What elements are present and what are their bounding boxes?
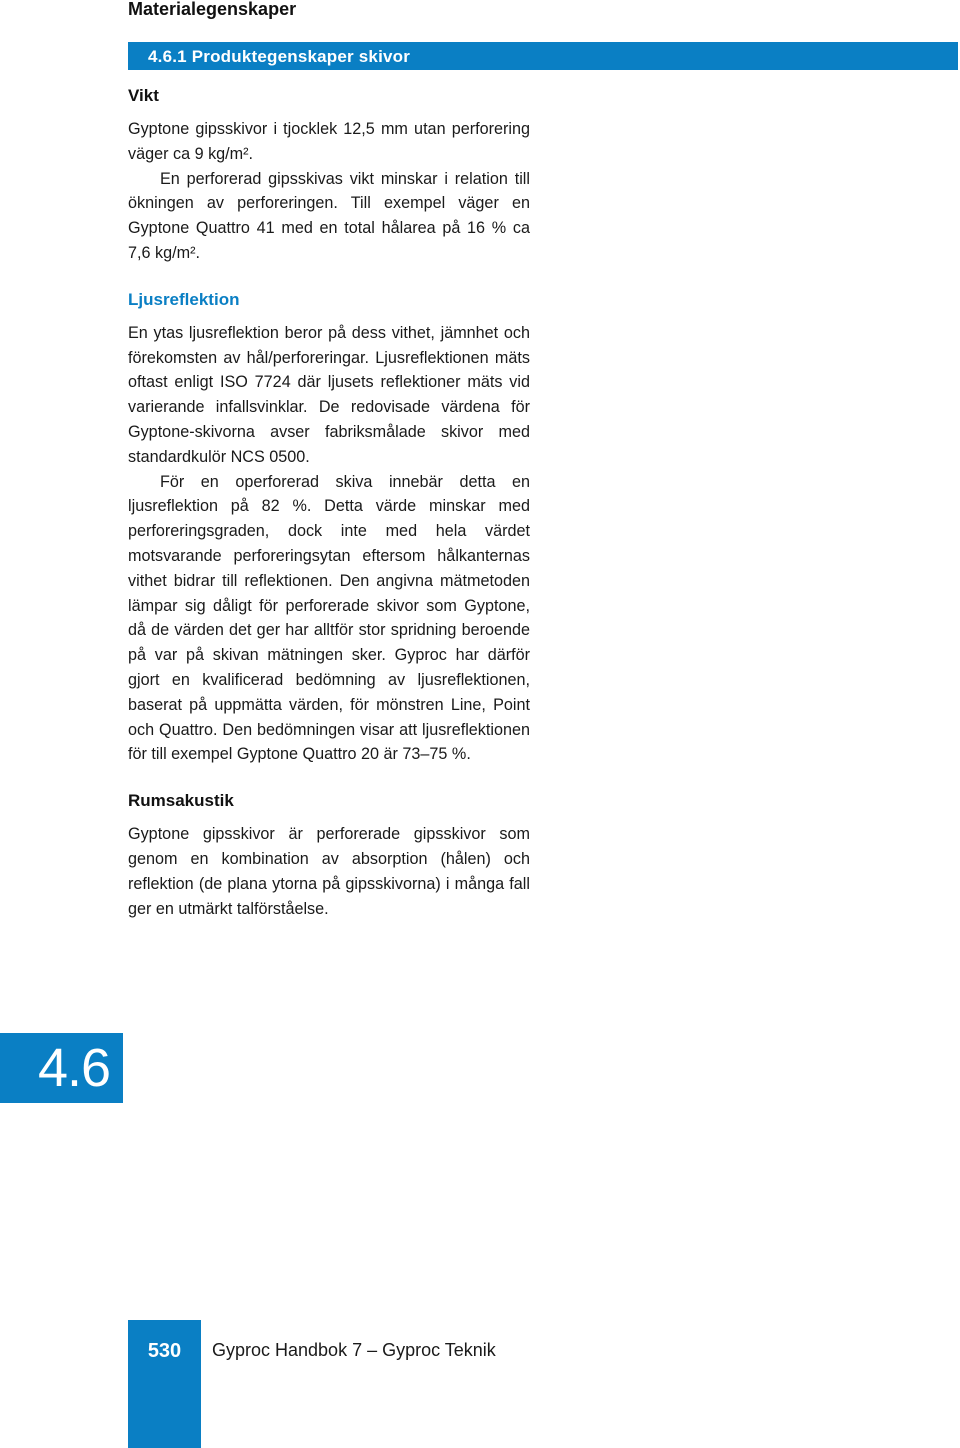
footer-book-title: Gyproc Handbok 7 – Gyproc Teknik (212, 1340, 496, 1360)
page-number-box (128, 1320, 201, 1448)
chapter-side-tab (0, 1033, 123, 1103)
rumsakustik-paragraph-1: Gyptone gipsskivor är perforerade gipsskivor som genom en kombination av absorption (hålen) och reflektion (de plana ytorna på gipsskivorna) i många fall ger en utmärkt talförståelse. (128, 825, 530, 918)
heading-ljusreflektion: Ljusreflektion (128, 289, 240, 309)
ljusreflektion-paragraph-1: En ytas ljusreflektion beror på dess vithet, jämnhet och förekomsten av hål/perforeringar. Ljusreflektionen mäts oftast enligt ISO 7724 där ljusets reflektioner mäts vid varierande infallsvinklar. De redovisade värdena för Gyptone-skivorna avser fabriksmålade skivor med standardkulör NCS 0500. (128, 323, 530, 466)
main-content (128, 84, 530, 921)
vikt-paragraph-1: Gyptone gipsskivor i tjocklek 12,5 mm utan perforering väger ca 9 kg/m². (128, 120, 530, 163)
vikt-paragraph-2: En perforerad gipsskivas vikt minskar i relation till ökningen av perforeringen. Till exempel väger en Gyptone Quattro 41 med en total hålarea på 16 % ca 7,6 kg/m². (128, 169, 530, 262)
heading-vikt: Vikt (128, 86, 159, 105)
section-title: 4.6.1 Produktegenskaper skivor (148, 47, 411, 66)
chapter-title: Materialegenskaper (128, 0, 297, 19)
chapter-side-tab-label: 4.6 (38, 1038, 111, 1098)
heading-rumsakustik: Rumsakustik (128, 791, 234, 811)
section-title-bar (128, 42, 958, 70)
ljusreflektion-paragraph-2: För en operforerad skiva innebär detta en ljusreflektion på 82 %. Detta värde minskar med perforeringsgraden, dock inte med hela värdet motsvarande perforeringsytan eftersom hålkanternas vithet bidrar till reflektionen. Den angivna mätmetoden lämpar sig dåligt för perforerade skivor som Gyptone, då de värden det ger har alltför stor spridning beroende på var på skivan mätningen sker. Gyproc har därför gjort en kvalificerad bedömning av ljusreflektionen, baserat på uppmätta värden, för mönstren Line, Point och Quattro. Den bedömningen visar att ljusreflektionen för till exempel Gyptone Quattro 20 är 73–75 %. (128, 472, 530, 764)
page-number: 530 (147, 1340, 182, 1362)
